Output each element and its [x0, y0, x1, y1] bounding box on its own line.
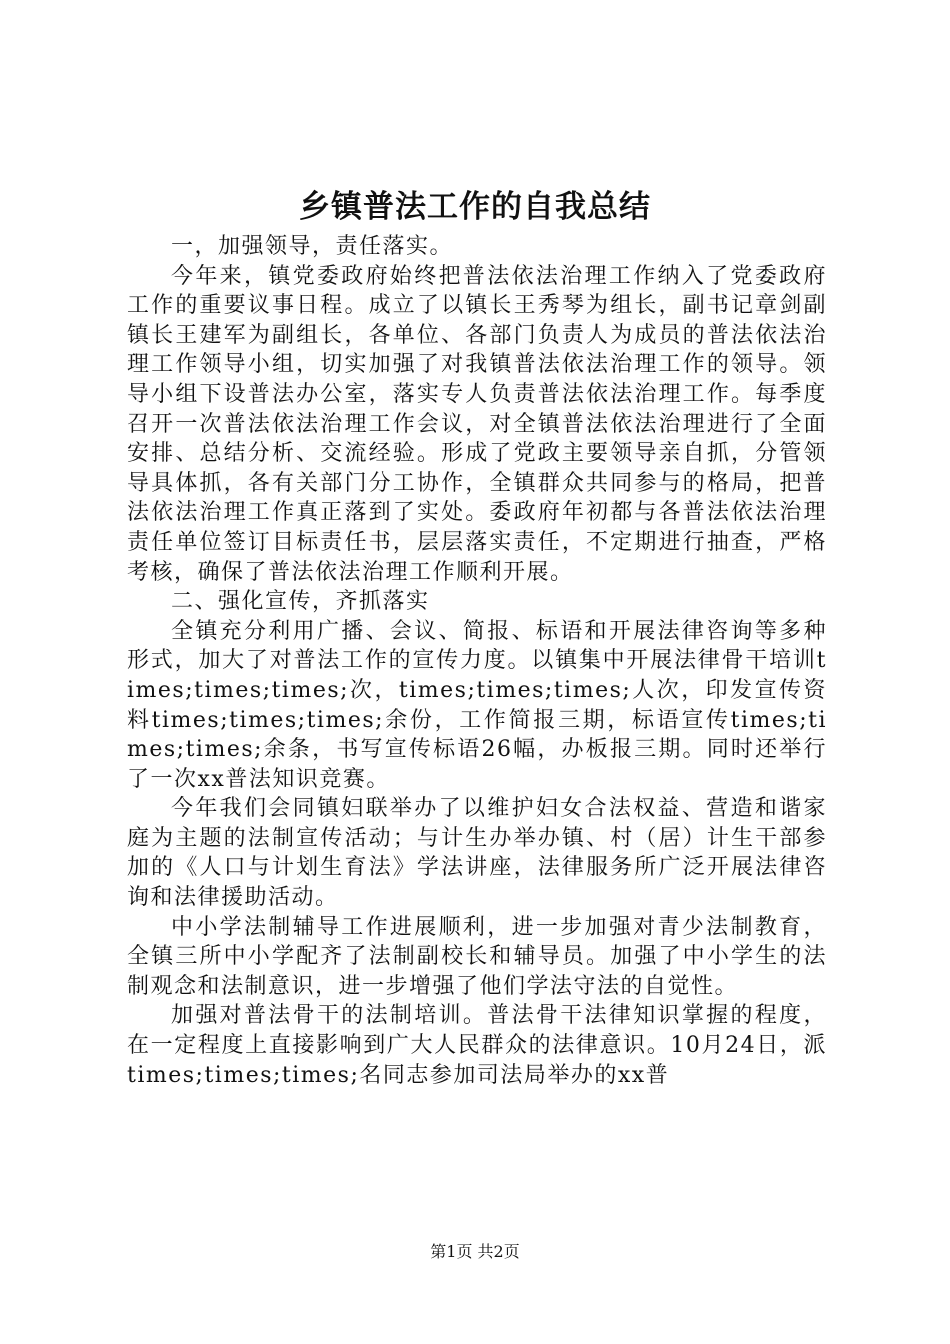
paragraph-4: 中小学法制辅导工作进展顺利，进一步加强对青少法制教育，全镇三所中小学配齐了法制副校长和辅导员。加强了中小学生的法制观念和法制意识，进一步增强了他们学法守法的自觉性。 [127, 914, 827, 999]
section-heading-1: 一，加强领导，责任落实。 [171, 234, 454, 259]
page-footer: 第1页 共2页 [430, 1242, 520, 1261]
paragraph-3: 今年我们会同镇妇联举办了以维护妇女合法权益、营造和谐家庭为主题的法制宣传活动；与计生办举办镇、村（居）计生干部参加的《人口与计划生育法》学法讲座，法律服务所广泛开展法律咨询和法律援助活动。 [127, 796, 827, 911]
paragraph-1: 今年来，镇党委政府始终把普法依法治理工作纳入了党委政府工作的重要议事日程。成立了以镇长王秀琴为组长，副书记章剑副镇长王建军为副组长，各单位、各部门负责人为成员的普法依法治理工作领导小组，切实加强了对我镇普法依法治理工作的领导。领导小组下设普法办公室，落实专人负责普法依法治理工作。每季度召开一次普法依法治理工作会议，对全镇普法依法治理进行了全面安排、总结分析、交流经验。形成了党政主要领导亲自抓，分管领导具体抓，各有关部门分工协作，全镇群众共同参与的格局，把普法依法治理工作真正落到了实处。委政府年初都与各普法依法治理责任单位签订目标责任书，层层落实责任，不定期进行抽查，严格考核，确保了普法依法治理工作顺利开展。 [127, 263, 827, 585]
document-title: 乡镇普法工作的自我总结 [299, 189, 651, 225]
document-body [127, 232, 827, 1090]
section-heading-2: 二、强化宣传，齐抓落实 [171, 589, 430, 615]
paragraph-2: 全镇充分利用广播、会议、简报、标语和开展法律咨询等多种形式，加大了对普法工作的宣传力度。以镇集中开展法律骨干培训times;times;times;次，times;times;times;人次，印发宣传资料times;times;times;余份，工作简报三期，标语宣传times;times;times;余条，书写宣传标语26幅，办板报三期。同时还举行了一次xx普法知识竞赛。 [127, 618, 827, 792]
paragraph-5: 加强对普法骨干的法制培训。普法骨干法律知识掌握的程度，在一定程度上直接影响到广大人民群众的法律意识。10月24日，派times;times;times;名同志参加司法局举办的xx普 [127, 1003, 827, 1088]
